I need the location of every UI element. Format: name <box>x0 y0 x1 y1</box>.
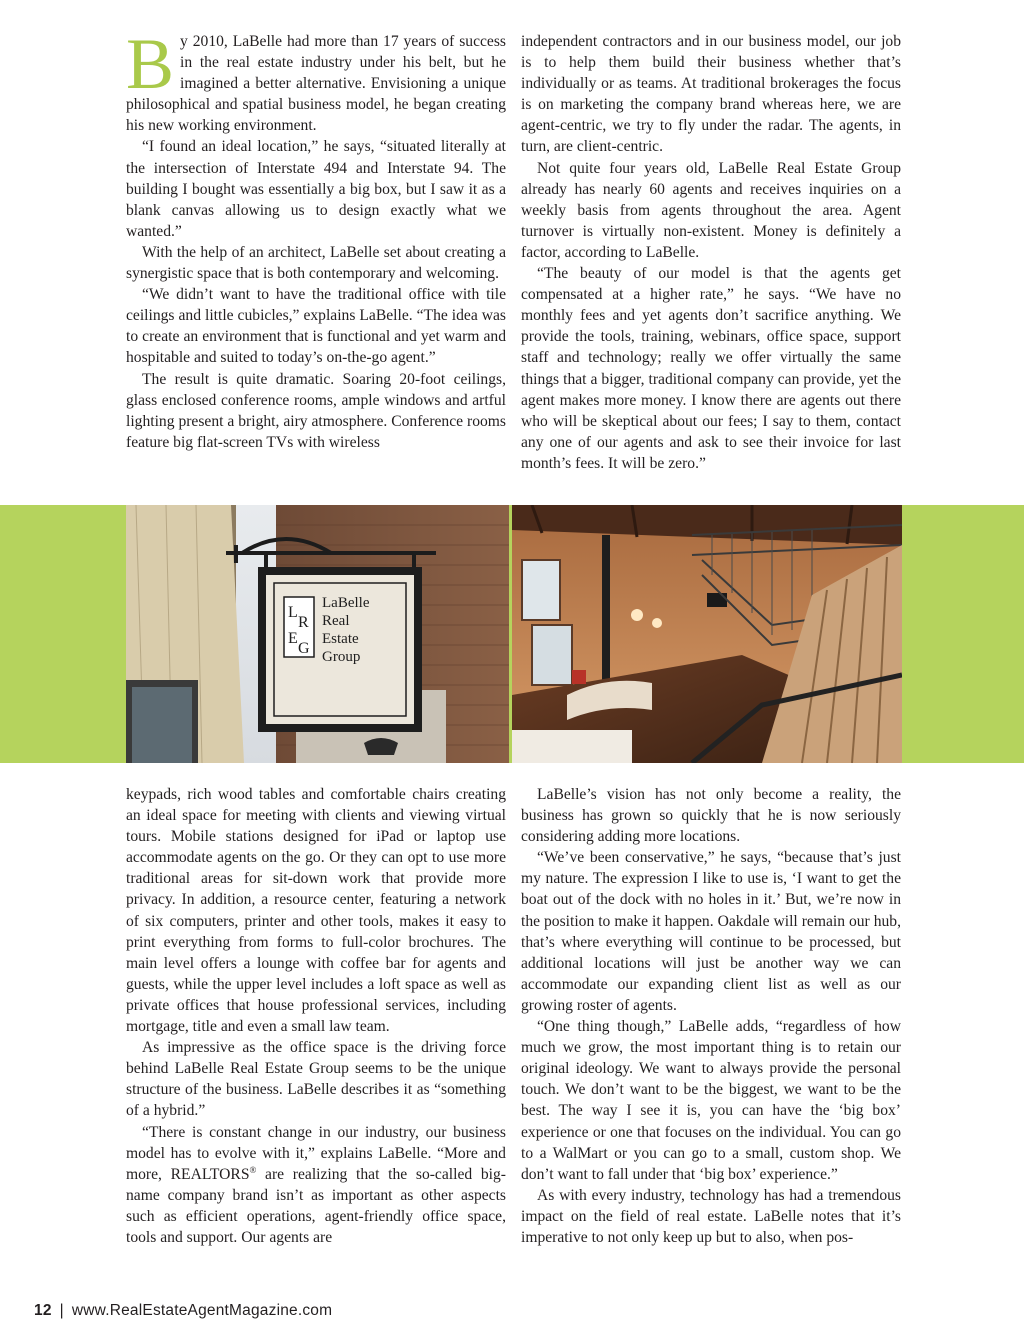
drop-cap: B <box>126 24 175 104</box>
registered-mark: ® <box>249 1164 257 1175</box>
paragraph: “There is constant change in our industry, our business model has to evolve with it,” explains LaBelle. “More and more, REALTORS® are realizing that the so-called big-name company brand isn’t as important as other aspects such as efficient operations, agent-friendly office space, tools and support. Our agents are <box>126 1123 506 1246</box>
paragraph: As impressive as the office space is the driving force behind LaBelle Real Estate Group seems to be the unique structure of the business. LaBelle describes it as “something of a hybrid.” <box>126 1039 506 1120</box>
paragraph: “The beauty of our model is that the agents get compensated at a higher rate,” he says. “We have no monthly fees and yet agents don’t sacrifice anything. We provide the tools, training, webinars, office space, support staff and technology; really we offer virtually the same things that a bigger, traditional company can provide, yet the agent makes more money. I know there are agents out there who will be skeptical about our fees; I say to them, contact any one of our agents and ask to see their invoice for last month’s fees. It will be zero.” <box>521 265 901 472</box>
paragraph: independent contractors and in our business model, our job is to help them build their business whether that’s individually or as teams. At traditional brokerages the focus is on marketing the company brand whereas here, we are agent-centric, we try to fly under the radar. The agents, in turn, are client-centric. <box>521 33 901 156</box>
paragraph: As with every industry, technology has had a tremendous impact on the field of real estate. LaBelle notes that it’s imperative to not only keep up but to also, when pos- <box>521 1186 901 1246</box>
paragraph: LaBelle’s vision has not only become a reality, the business has grown so quickly that he is now seriously considering adding more locations. <box>521 786 901 846</box>
page-number: 12 <box>34 1302 52 1319</box>
column-1-top <box>126 24 506 453</box>
paragraph: keypads, rich wood tables and comfortable chairs creating an ideal space for meeting with clients and viewing virtual tours. Mobile stations designed for iPad or laptop use accommodate agents on the go. Or they can opt to use more traditional areas for sit-down work that provide more privacy. In addition, a resource center, featuring a network of six computers, printer and other tools, makes it easy to print everything from forms to full-color brochures. The main level offers a lounge with coffee bar for agents and guests, while the upper level includes a loft space as well as private offices that house professional services, including mortgage, title and even a small law team. <box>126 786 506 1036</box>
paragraph: “One thing though,” LaBelle adds, “regardless of how much we grow, the most important thing is to retain our original ideology. We want to always provide the personal touch. We don’t want to be the biggest, we want to be the best. The way I see it is, you can have the ‘big box’ experience or one that focuses on the individual. You can go to a WalMart or you can go to a small, custom shop. We don’t want to fall under that ‘big box’ experience.” <box>521 1018 901 1183</box>
paragraph: The result is quite dramatic. Soaring 20-foot ceilings, glass enclosed conference rooms, ample windows and artful lighting present a bright, airy atmosphere. Conference rooms feature big flat-screen TVs with wireless <box>126 370 506 451</box>
paragraph: With the help of an architect, LaBelle set about creating a synergistic space that is both contemporary and welcoming. <box>126 243 506 283</box>
sign-monogram-e: E <box>288 630 298 647</box>
paragraph: “I found an ideal location,” he says, “situated literally at the intersection of Interstate 494 and Interstate 94. The building I bought was essentially a big box, but I saw it as a blank canvas allowing us to design exactly what we wanted.” <box>126 138 506 240</box>
column-1-bottom <box>126 784 506 1248</box>
opening-paragraph: By 2010, LaBelle had more than 17 years of success in the real estate industry under his belt, but he imagined a better alternative. Envisioning a unique philosophical and spatial business model, he began creating his new working environment. <box>126 24 506 135</box>
sign-monogram-g: G <box>298 640 310 657</box>
column-2-bottom <box>521 784 901 1248</box>
interior-photo <box>512 505 902 763</box>
column-2-top <box>521 31 901 474</box>
paragraph: Not quite four years old, LaBelle Real Estate Group already has nearly 60 agents and receives inquiries on a weekly basis from agents throughout the area. Agent turnover is virtually non-existent. Money is definitely a factor, according to LaBelle. <box>521 159 901 261</box>
footer-separator: | <box>59 1302 64 1319</box>
sign-line-4: Group <box>322 649 361 665</box>
sign-photo <box>126 505 509 763</box>
sign-line-1: LaBelle <box>322 595 370 611</box>
sign-line-3: Estate <box>322 631 359 647</box>
sign-line-2: Real <box>322 613 350 629</box>
sign-monogram-r: R <box>298 614 309 631</box>
footer-website: www.RealEstateAgentMagazine.com <box>71 1302 333 1319</box>
sign-monogram-l: L <box>288 604 298 621</box>
paragraph: “We’ve been conservative,” he says, “because that’s just my nature. The expression I like to use is, ‘I want to get the boat out of the dock with no holes in it.’ But, we’re now in the position to make it happen. Oakdale will remain our hub, that’s where everything will continue to be processed, but additional locations will just be another way we can accommodate our expanding client list as well as our growing roster of agents. <box>521 849 901 1014</box>
paragraph: “We didn’t want to have the traditional office with tile ceilings and little cubicles,” explains LaBelle. “The idea was to create an environment that is functional and yet warm and hospitable and suited to today’s on-the-go agent.” <box>126 286 506 367</box>
page-footer <box>34 1302 332 1320</box>
